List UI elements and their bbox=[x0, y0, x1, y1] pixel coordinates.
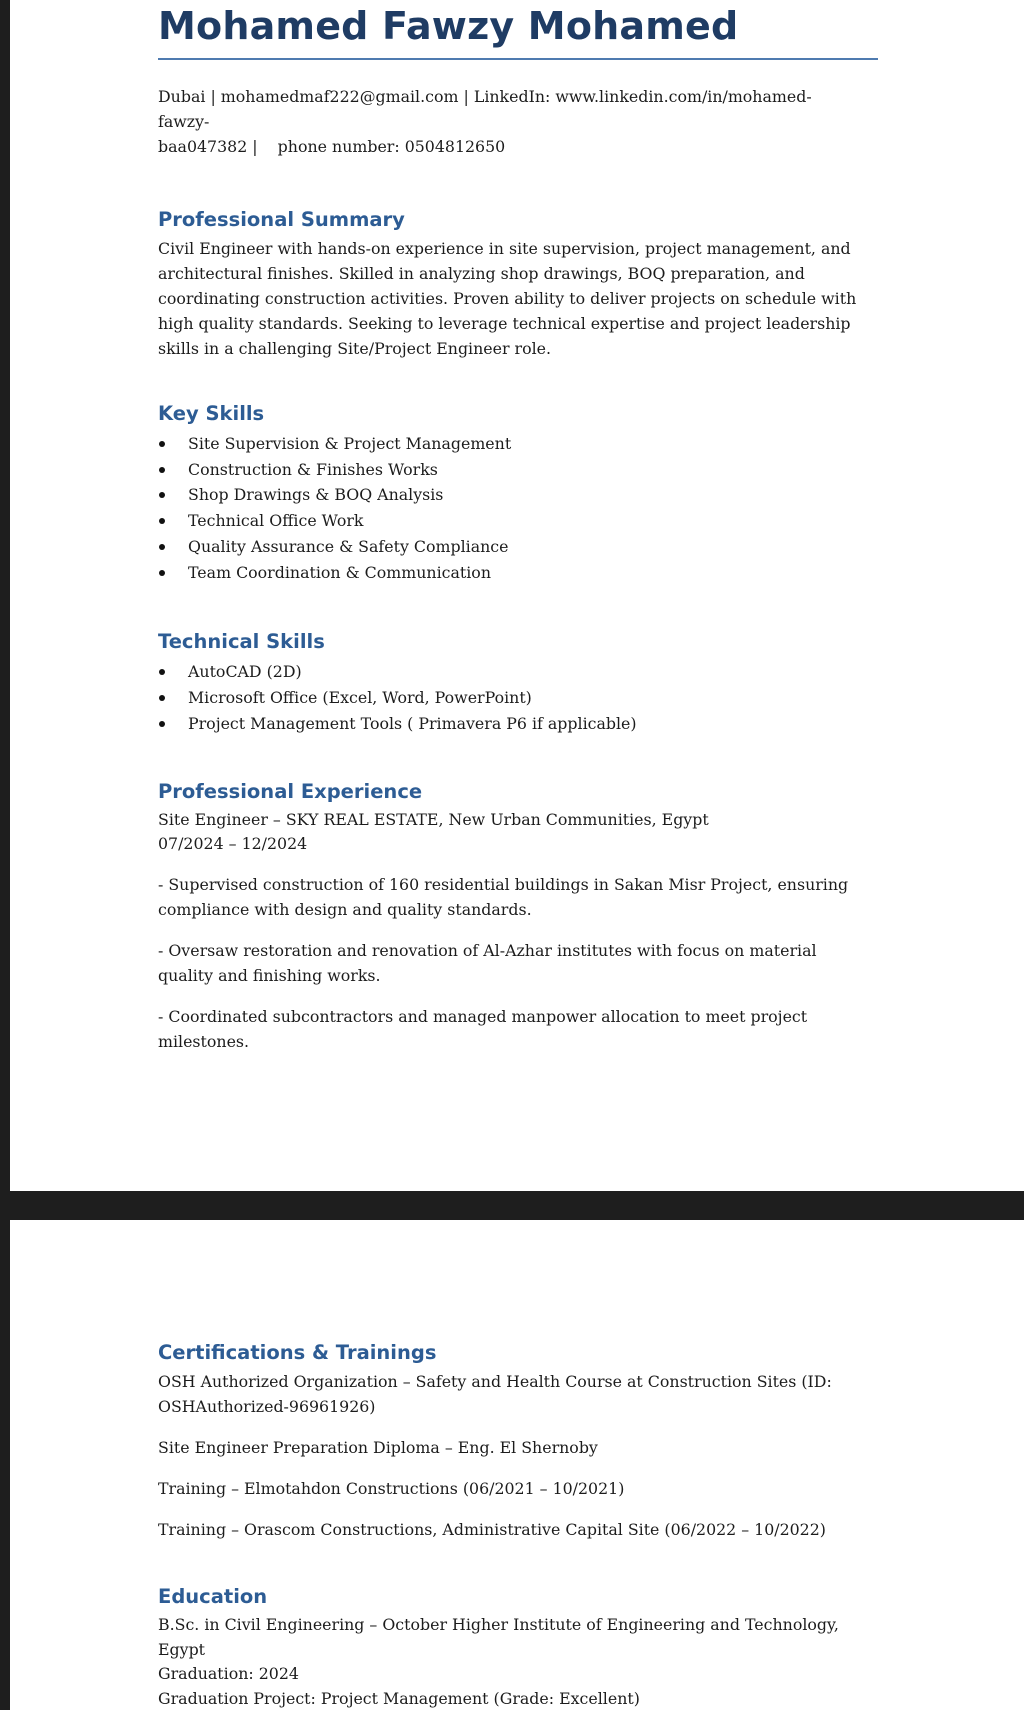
list-item bbox=[158, 560, 878, 586]
bullet-icon bbox=[159, 669, 165, 675]
certification-item: Site Engineer Preparation Diploma – Eng. El Shernoby bbox=[158, 1435, 863, 1460]
resume-page-2 bbox=[158, 1340, 878, 1711]
section-heading-certifications: Certifications & Trainings bbox=[158, 1340, 878, 1366]
experience-item: - Supervised construction of 160 residential buildings in Sakan Misr Project, ensuring compliance with design and quality standards. bbox=[158, 872, 863, 922]
contact-line-1: Dubai | mohamedmaf222@gmail.com | LinkedIn: www.linkedin.com/in/mohamed-fawzy- bbox=[158, 84, 863, 134]
section-heading-experience: Professional Experience bbox=[158, 779, 878, 805]
section-heading-technical-skills: Technical Skills bbox=[158, 629, 878, 655]
key-skill-text: Team Coordination & Communication bbox=[188, 563, 491, 582]
education-section bbox=[158, 1584, 878, 1711]
experience-item: - Coordinated subcontractors and managed manpower allocation to meet project milestones. bbox=[158, 1004, 863, 1054]
graduation-year: Graduation: 2024 bbox=[158, 1662, 878, 1687]
professional-summary-section bbox=[158, 207, 878, 361]
name-divider bbox=[158, 58, 878, 60]
degree: B.Sc. in Civil Engineering – October Higher Institute of Engineering and Technology, Egypt bbox=[158, 1613, 878, 1662]
technical-skill-text: AutoCAD (2D) bbox=[188, 662, 302, 681]
key-skill-text: Site Supervision & Project Management bbox=[188, 434, 511, 453]
list-item bbox=[158, 482, 878, 508]
graduation-project: Graduation Project: Project Management (Grade: Excellent) bbox=[158, 1687, 878, 1711]
education-entry bbox=[158, 1613, 878, 1711]
screen-edge-left bbox=[0, 0, 10, 1710]
list-item bbox=[158, 508, 878, 534]
bullet-icon bbox=[159, 441, 165, 447]
bullet-icon bbox=[159, 695, 165, 701]
page-separator bbox=[0, 1191, 1024, 1220]
technical-skill-text: Project Management Tools ( Primavera P6 if applicable) bbox=[188, 714, 637, 733]
bullet-icon bbox=[159, 467, 165, 473]
bullet-icon bbox=[159, 721, 165, 727]
certification-item: Training – Orascom Constructions, Administrative Capital Site (06/2022 – 10/2022) bbox=[158, 1517, 863, 1542]
contact-line-2: baa047382 | phone number: 0504812650 bbox=[158, 134, 863, 159]
bullet-icon bbox=[159, 518, 165, 524]
list-item bbox=[158, 457, 878, 483]
bullet-icon bbox=[159, 492, 165, 498]
key-skills-list bbox=[158, 431, 878, 585]
job-dates: 07/2024 – 12/2024 bbox=[158, 832, 878, 856]
technical-skills-section bbox=[158, 629, 878, 736]
technical-skill-text: Microsoft Office (Excel, Word, PowerPoint) bbox=[188, 688, 532, 707]
resume-page-1 bbox=[158, 0, 878, 1054]
bullet-icon bbox=[159, 570, 165, 576]
list-item bbox=[158, 534, 878, 560]
section-heading-summary: Professional Summary bbox=[158, 207, 878, 233]
certification-item: Training – Elmotahdon Constructions (06/2021 – 10/2021) bbox=[158, 1476, 863, 1501]
list-item bbox=[158, 659, 878, 685]
experience-item: - Oversaw restoration and renovation of Al-Azhar institutes with focus on material quality and finishing works. bbox=[158, 938, 863, 988]
summary-text: Civil Engineer with hands-on experience in site supervision, project management, and architectural finishes. Skilled in analyzing shop drawings, BOQ preparation, and coordinating construction activities. Proven ability to deliver projects on schedule with high quality standards. Seeking to leverage technical expertise and project leadership skills in a challenging Site/Project Engineer role. bbox=[158, 236, 878, 361]
contact-info bbox=[158, 84, 863, 159]
certification-item: OSH Authorized Organization – Safety and Health Course at Construction Sites (ID: OSHAuthorized-96961926) bbox=[158, 1369, 863, 1419]
certifications-section bbox=[158, 1340, 878, 1542]
professional-experience-section bbox=[158, 779, 878, 1054]
list-item bbox=[158, 711, 878, 737]
key-skill-text: Construction & Finishes Works bbox=[188, 460, 438, 479]
list-item bbox=[158, 685, 878, 711]
key-skill-text: Quality Assurance & Safety Compliance bbox=[188, 537, 509, 556]
key-skill-text: Shop Drawings & BOQ Analysis bbox=[188, 485, 443, 504]
candidate-name: Mohamed Fawzy Mohamed bbox=[158, 0, 878, 49]
list-item bbox=[158, 431, 878, 457]
bullet-icon bbox=[159, 544, 165, 550]
key-skill-text: Technical Office Work bbox=[188, 511, 364, 530]
section-heading-education: Education bbox=[158, 1584, 878, 1610]
technical-skills-list bbox=[158, 659, 878, 736]
job-title: Site Engineer – SKY REAL ESTATE, New Urban Communities, Egypt bbox=[158, 808, 878, 832]
key-skills-section bbox=[158, 401, 878, 585]
section-heading-key-skills: Key Skills bbox=[158, 401, 878, 427]
experience-entry bbox=[158, 808, 878, 1054]
